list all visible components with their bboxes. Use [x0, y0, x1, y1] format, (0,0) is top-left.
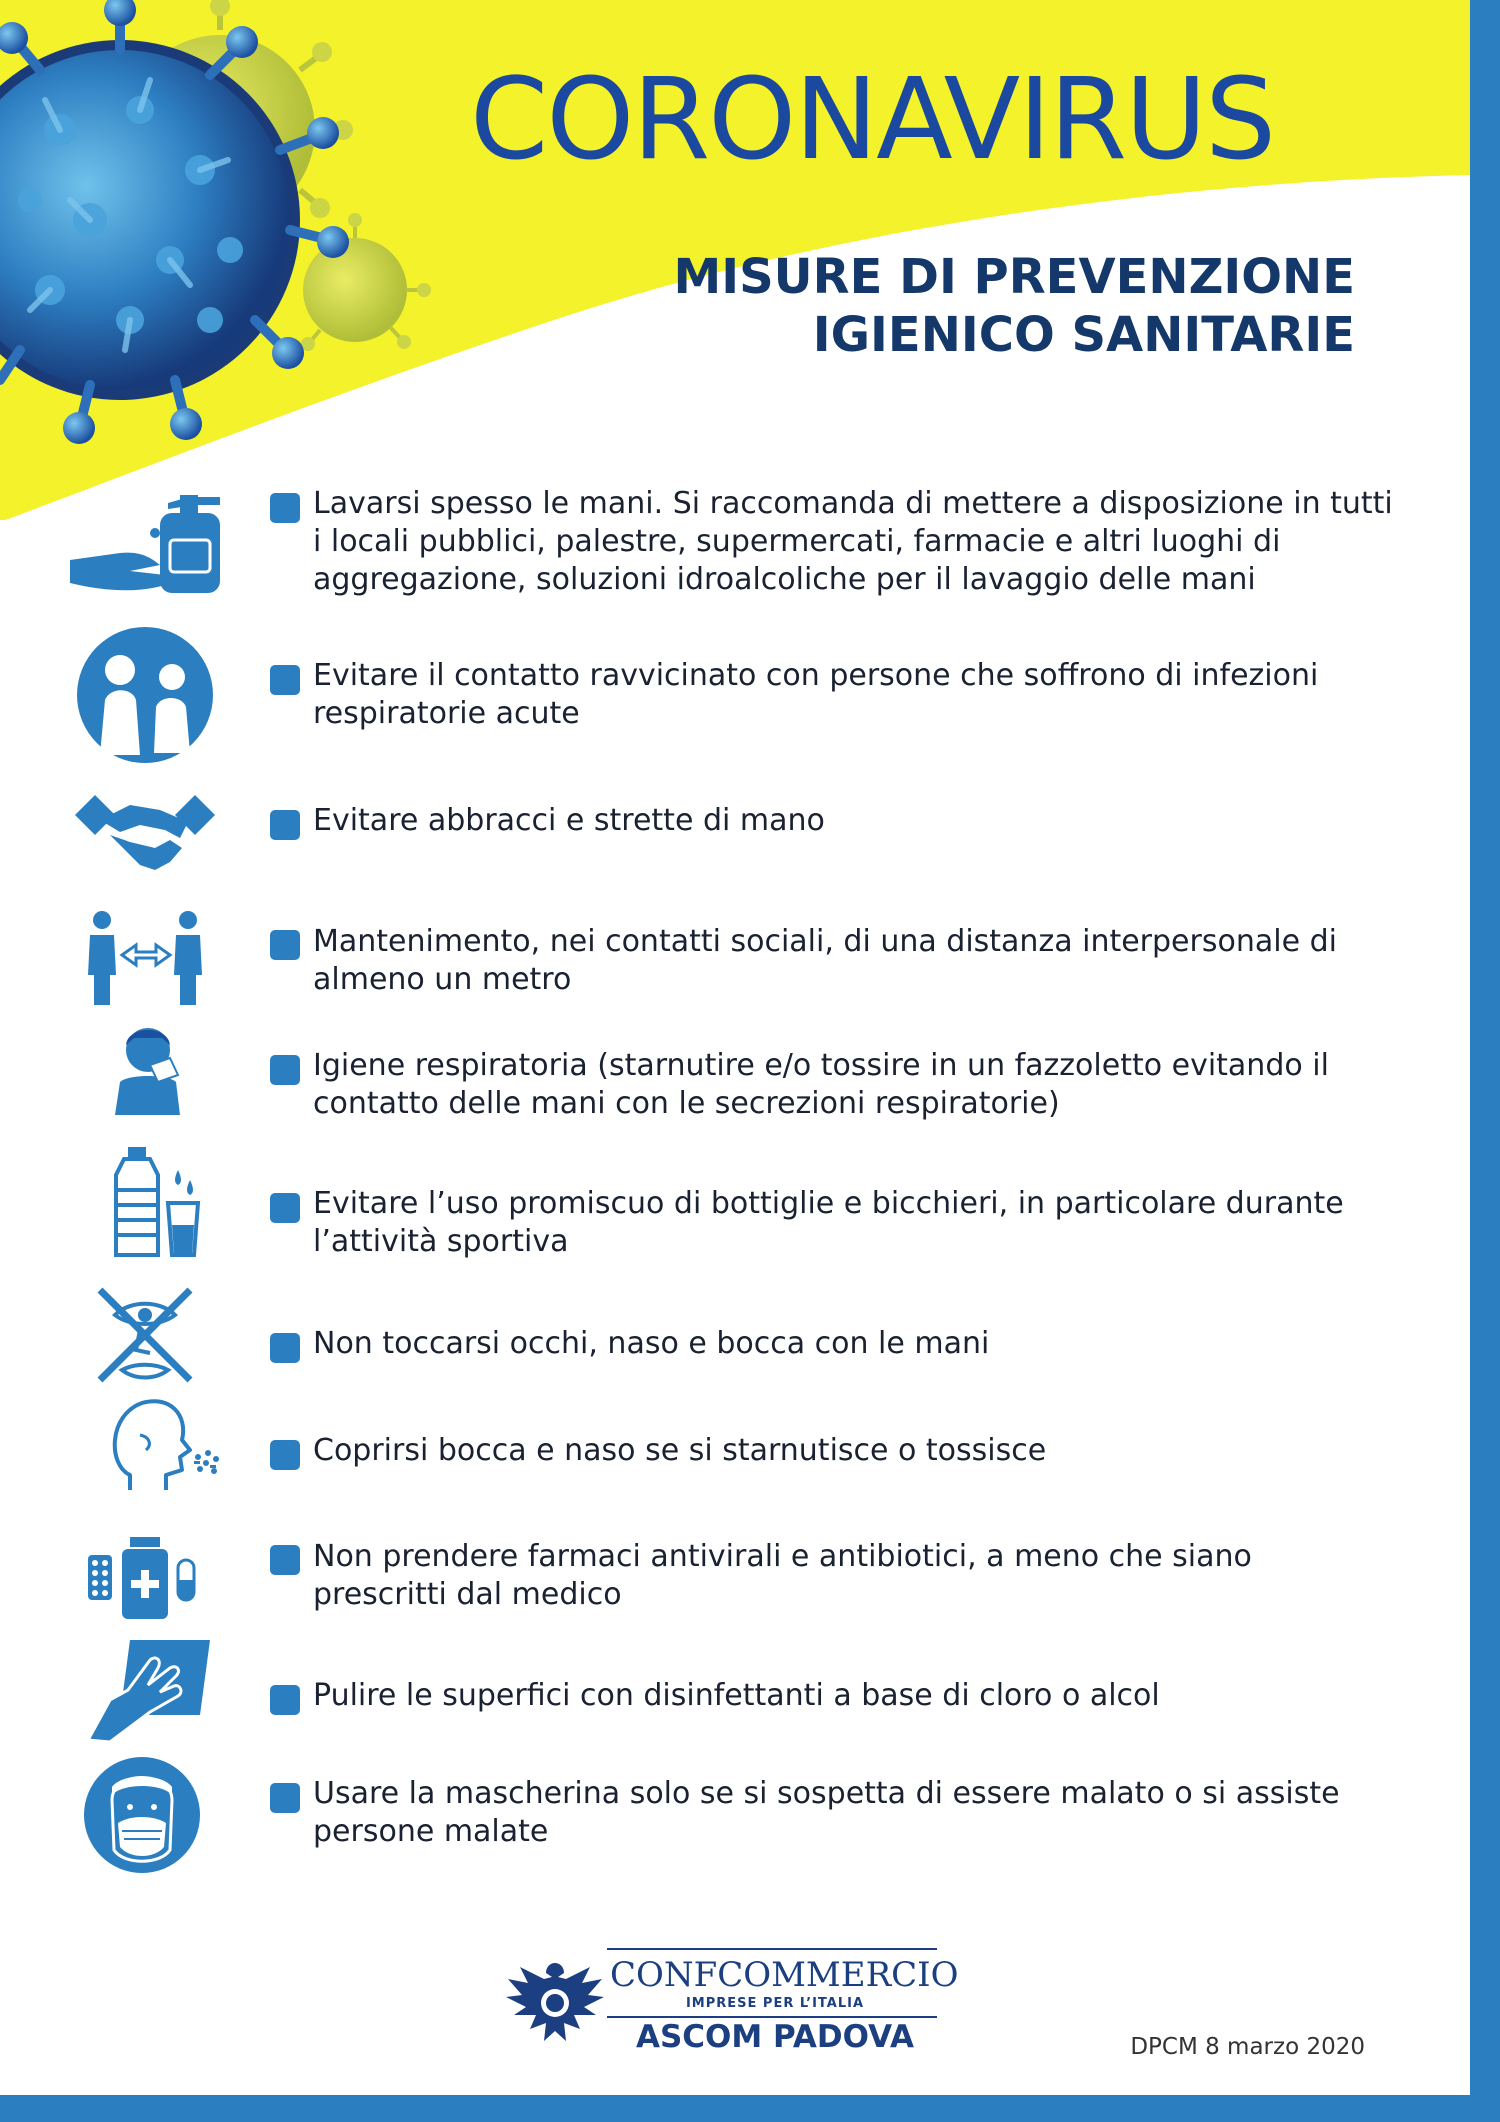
- people-distance-icon: [70, 625, 220, 765]
- coronavirus-illustration: [0, 0, 440, 470]
- cough-icon: [70, 1395, 220, 1535]
- sneeze-tissue-icon: [70, 1020, 220, 1160]
- bullet-marker: [270, 930, 300, 960]
- measure-text: Evitare l’uso promiscuo di bottiglie e bicchieri, in particolare durante l’attività sportiva: [313, 1186, 1344, 1259]
- bullet-marker: [270, 1783, 300, 1813]
- bullet-marker: [270, 1545, 300, 1575]
- cleaning-icon: [70, 1630, 220, 1770]
- measure-text: Igiene respiratoria (starnutire e/o tossire in un fazzoletto evitando il contatto delle mani con le secrezioni respiratorie): [313, 1048, 1329, 1121]
- bottle-glass-icon: [70, 1145, 220, 1285]
- measure-text: Evitare abbracci e strette di mano: [313, 803, 825, 838]
- logo-tagline: IMPRESE PER L’ITALIA: [685, 1996, 865, 2011]
- bullet-marker: [270, 1685, 300, 1715]
- measure-text: Coprirsi bocca e naso se si starnutisce o tossisce: [313, 1433, 1047, 1468]
- hand-sanitizer-icon: [70, 485, 220, 625]
- handshake-icon: [70, 770, 220, 910]
- logo-name: CONFCOMMERCIO: [610, 1955, 959, 1995]
- measure-text: Lavarsi spesso le mani. Si raccomanda di mettere a disposizione in tutti i locali pubblici, palestre, supermercati, farmacie e altri luoghi di aggregazione, soluzioni idroalcoliche per il lavaggio delle mani: [313, 486, 1393, 597]
- subtitle-line-1: MISURE DI PREVENZIONE: [673, 249, 1355, 305]
- bullet-marker: [270, 665, 300, 695]
- bullet-marker: [270, 493, 300, 523]
- bullet-marker: [270, 1333, 300, 1363]
- confcommercio-logo: [500, 1948, 959, 2058]
- bullet-marker: [270, 810, 300, 840]
- logo-rule-top: [607, 1948, 937, 1950]
- measure-text: Pulire le superfici con disinfettanti a base di cloro o alcol: [313, 1678, 1160, 1713]
- bullet-marker: [270, 1055, 300, 1085]
- bullet-marker: [270, 1193, 300, 1223]
- measure-text: Non prendere farmaci antivirali e antibiotici, a meno che siano prescritti dal medico: [313, 1539, 1252, 1612]
- measure-text: Non toccarsi occhi, naso e bocca con le mani: [313, 1326, 990, 1361]
- poster-subtitle: [673, 248, 1355, 364]
- measure-text: Mantenimento, nei contatti sociali, di una distanza interpersonale di almeno un metro: [313, 924, 1337, 997]
- bullet-marker: [270, 1440, 300, 1470]
- measure-text: Usare la mascherina solo se si sospetta di essere malato o si assiste persone malate: [313, 1776, 1340, 1849]
- footnote-decree: DPCM 8 marzo 2020: [1130, 2034, 1365, 2060]
- measure-text: Evitare il contatto ravvicinato con persone che soffrono di infezioni respiratorie acute: [313, 658, 1319, 731]
- face-mask-icon: [70, 1755, 220, 1895]
- subtitle-line-2: IGIENICO SANITARIE: [812, 307, 1355, 363]
- poster-title: CORONAVIRUS: [470, 55, 1275, 185]
- logo-subtitle: ASCOM PADOVA: [635, 2019, 915, 2055]
- eagle-emblem-icon: [500, 1953, 610, 2053]
